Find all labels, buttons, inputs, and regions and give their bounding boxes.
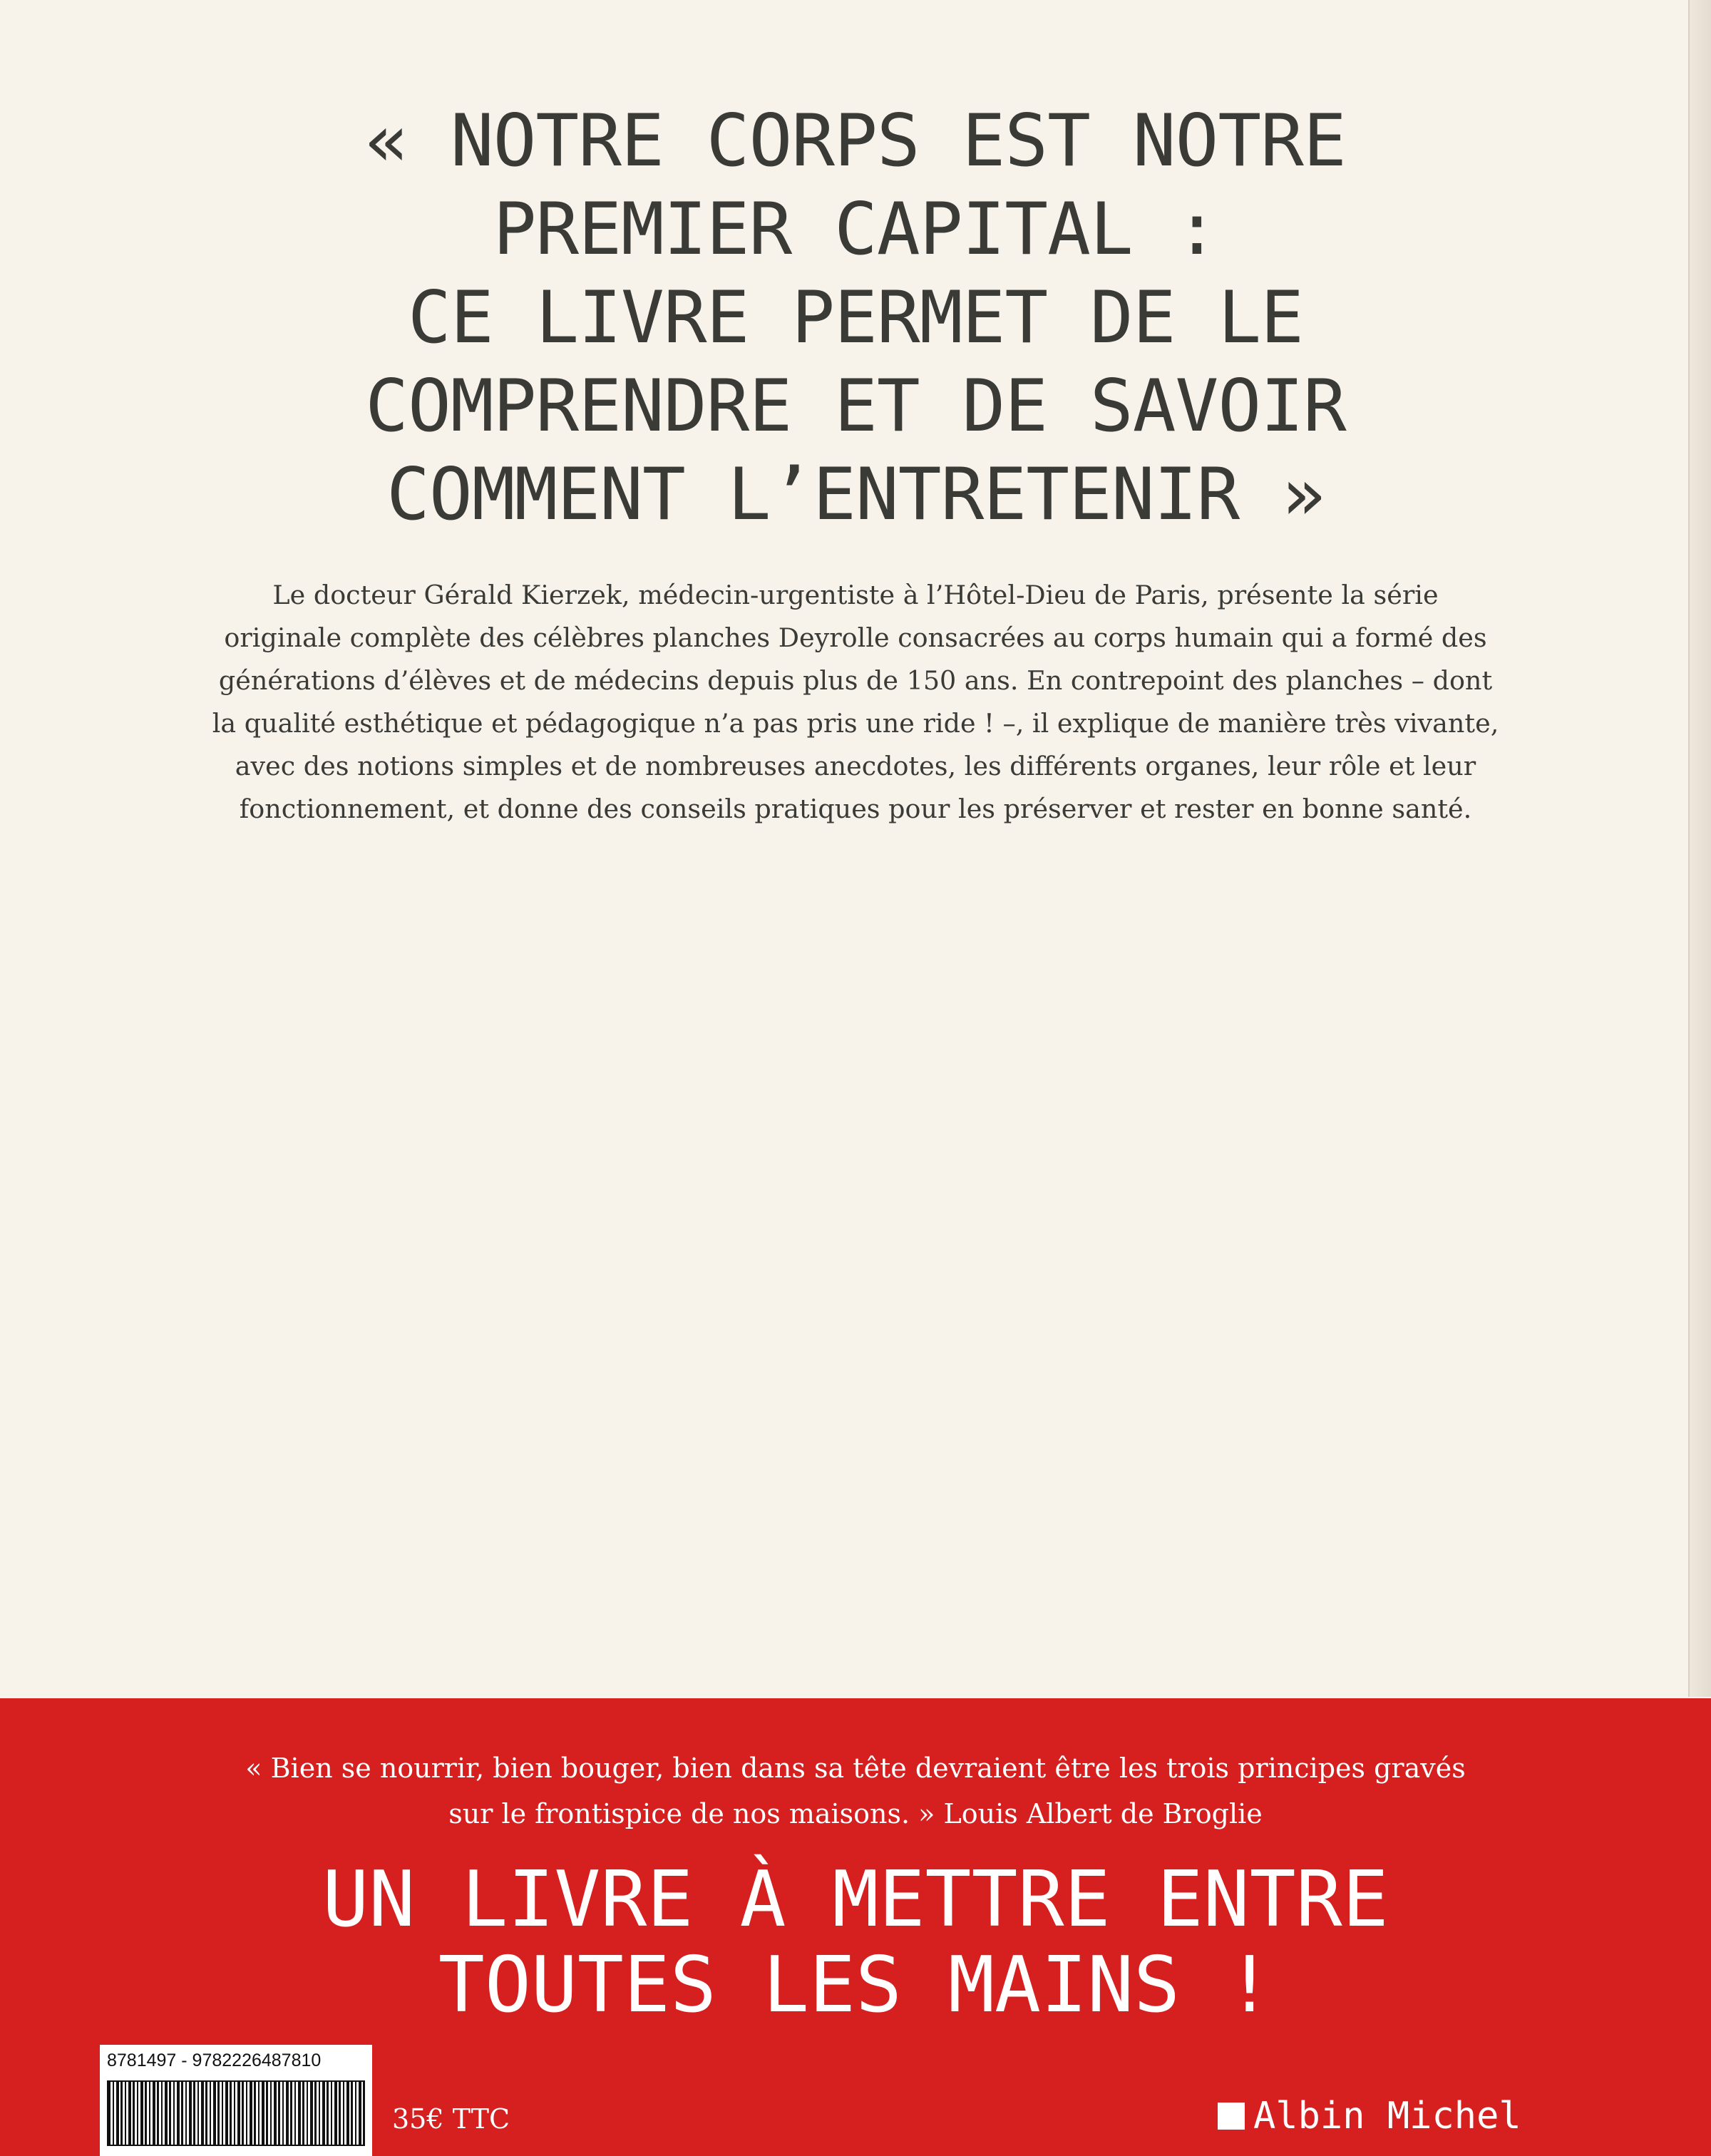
book-description [128, 574, 1583, 831]
headline-line: COMPRENDRE ET DE SAVOIR [365, 364, 1346, 448]
band-quote [0, 1745, 1711, 1837]
description-line: fonctionnement, et donne des conseils pratiques pour les préserver et rester en bonne santé. [239, 794, 1472, 824]
publisher-name: Albin Michel [1253, 2095, 1521, 2137]
description-line: Le docteur Gérald Kierzek, médecin-urgentiste à l’Hôtel-Dieu de Paris, présente la série [272, 580, 1439, 610]
barcode-number: 8781497 - 9782226487810 [107, 2050, 322, 2070]
band-title [0, 1857, 1711, 2028]
band-title-line: UN LIVRE À METTRE ENTRE [322, 1855, 1389, 1944]
band-quote-line: « Bien se nourrir, bien bouger, bien dans sa tête devraient être les trois principes gravés [245, 1752, 1466, 1784]
barcode-icon [107, 2080, 365, 2146]
headline-line: PREMIER CAPITAL : [493, 187, 1218, 271]
headline-line: « NOTRE CORPS EST NOTRE [365, 98, 1346, 183]
headline-line: CE LIVRE PERMET DE LE [408, 275, 1303, 359]
description-line: la qualité esthétique et pédagogique n’a pas pris une ride ! –, il explique de manière très vivante, [212, 708, 1499, 739]
band-quote-line: sur le frontispice de nos maisons. » Louis Albert de Broglie [448, 1798, 1263, 1829]
publisher-logo [1218, 2095, 1521, 2137]
description-line: originale complète des célèbres planches Deyrolle consacrées au corps humain qui a formé des [224, 622, 1487, 653]
description-line: générations d’élèves et de médecins depuis plus de 150 ans. En contrepoint des planches – dont [218, 665, 1493, 696]
headline-quote [0, 96, 1711, 538]
barcode-label [100, 2045, 372, 2156]
description-line: avec des notions simples et de nombreuses anecdotes, les différents organes, leur rôle et leur [235, 751, 1476, 781]
square-icon [1218, 2103, 1245, 2130]
headline-line: COMMENT L’ENTRETENIR » [386, 452, 1325, 536]
price: 35€ TTC [392, 2103, 510, 2135]
band-title-line: TOUTES LES MAINS ! [438, 1941, 1273, 2030]
